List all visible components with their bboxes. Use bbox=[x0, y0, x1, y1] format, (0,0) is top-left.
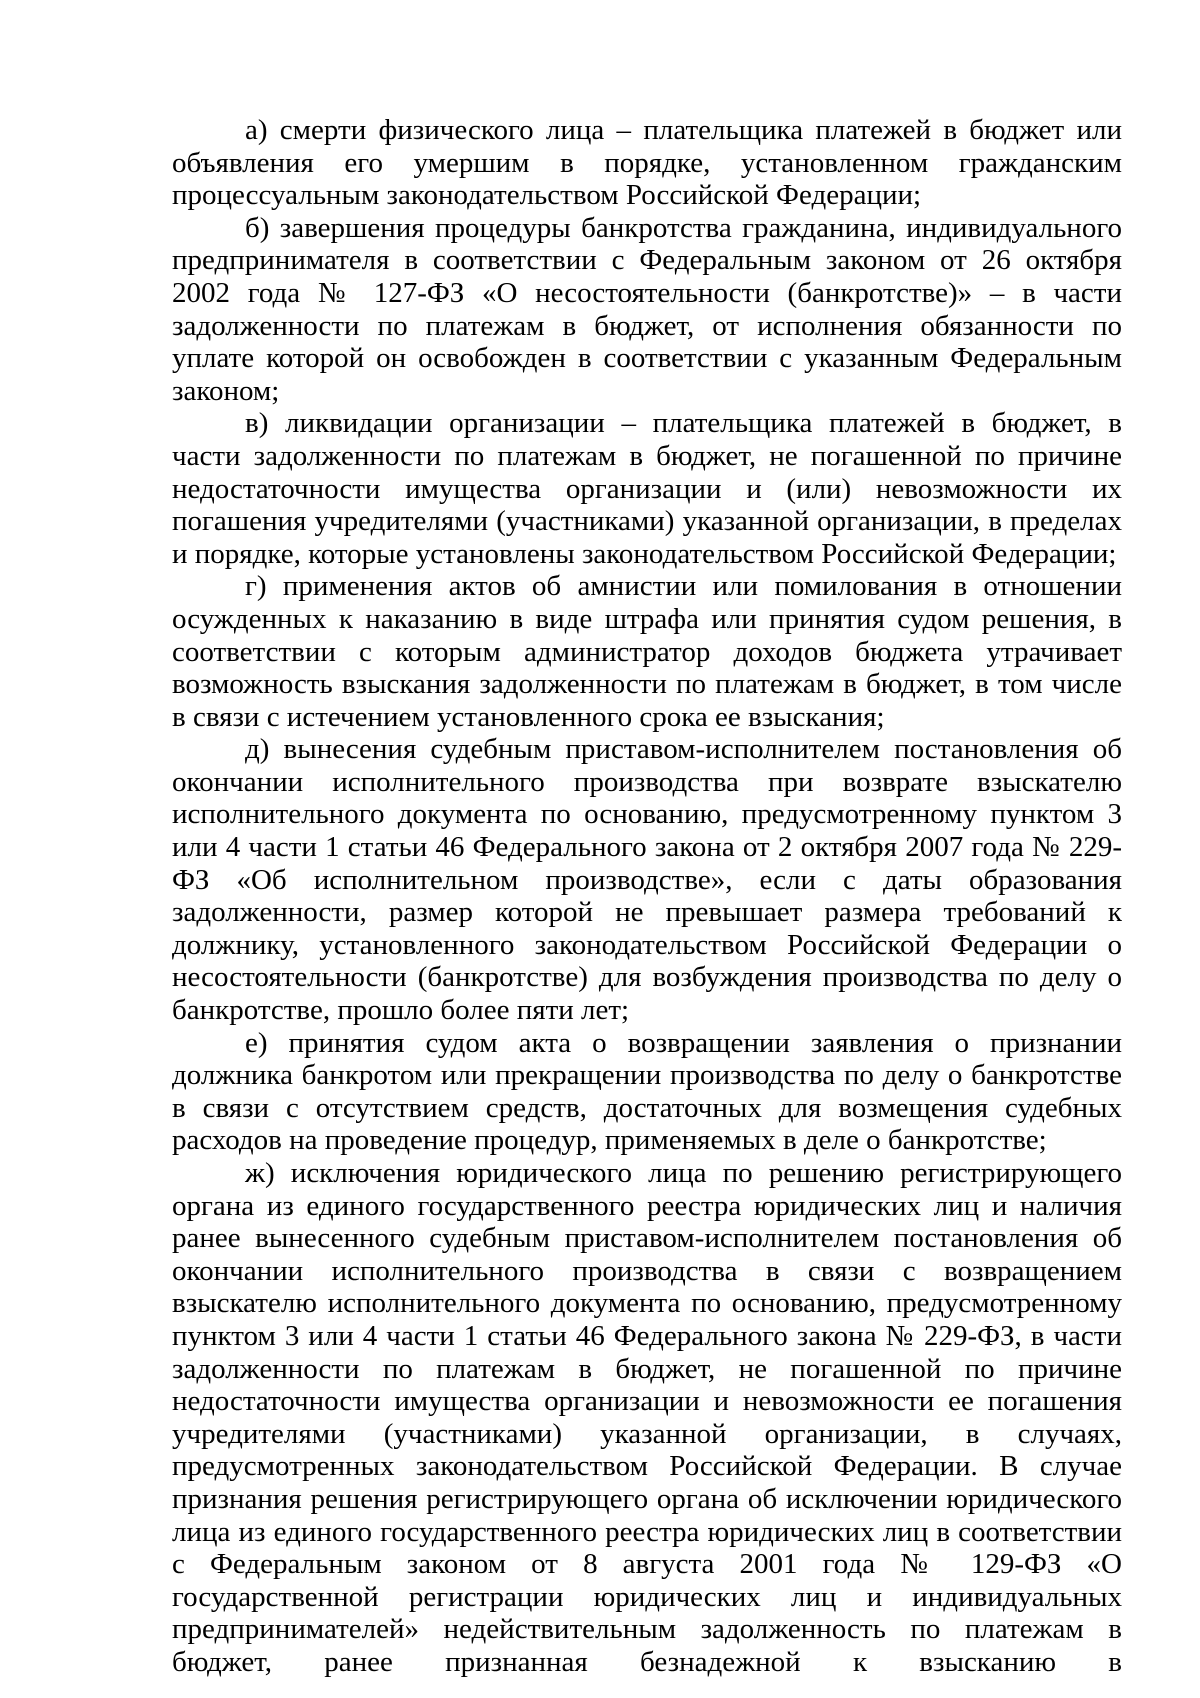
paragraph-e: е) принятия судом акта о возвращении заявления о признании должника банкротом или прекращении производства по делу о банкротстве в связи с отсутствием средств, достаточных для возмещения судебных расходов на проведение процедур, применяемых в деле о банкротстве; bbox=[172, 1026, 1122, 1157]
document-page bbox=[172, 114, 1122, 1679]
paragraph-a: а) смерти физического лица – плательщика платежей в бюджет или объявления его умершим в порядке, установленном гражданским процессуальным законодательством Российской Федерации; bbox=[172, 114, 1122, 212]
paragraph-v: в) ликвидации организации – плательщика платежей в бюджет, в части задолженности по платежам в бюджет, не погашенной по причине недостаточности имущества организации и (или) невозможности их погашения учредителями (участниками) указанной организации, в пределах и порядке, которые установлены законодательством Российской Федерации; bbox=[172, 407, 1122, 570]
paragraph-b: б) завершения процедуры банкротства гражданина, индивидуального предпринимателя в соответствии с Федеральным законом от 26 октября 2002 года № 127-ФЗ «О несостоятельности (банкротстве)» – в части задолженности по платежам в бюджет, от исполнения обязанности по уплате которой он освобожден в соответствии с указанным Федеральным законом; bbox=[172, 211, 1122, 407]
paragraph-d: д) вынесения судебным приставом-исполнителем постановления об окончании исполнительного производства при возврате взыскателю исполнительного документа по основанию, предусмотренному пунктом 3 или 4 части 1 статьи 46 Федерального закона от 2 октября 2007 года № 229-ФЗ «Об исполнительном производстве», если с даты образования задолженности, размер которой не превышает размера требований к должнику, установленного законодательством Российской Федерации о несостоятельности (банкротстве) для возбуждения производства по делу о банкротстве, прошло более пяти лет; bbox=[172, 733, 1122, 1027]
paragraph-g: г) применения актов об амнистии или помилования в отношении осужденных к наказанию в виде штрафа или принятия судом решения, в соответствии с которым администратор доходов бюджета утрачивает возможность взыскания задолженности по платежам в бюджет, в том числе в связи с истечением установленного срока ее взыскания; bbox=[172, 570, 1122, 733]
paragraph-zh: ж) исключения юридического лица по решению регистрирующего органа из единого государственного реестра юридических лиц и наличия ранее вынесенного судебным приставом-исполнителем постановления об окончании исполнительного производства в связи с возвращением взыскателю исполнительного документа по основанию, предусмотренному пунктом 3 или 4 части 1 статьи 46 Федерального закона № 229-ФЗ, в части задолженности по платежам в бюджет, не погашенной по причине недостаточности имущества организации и невозможности ее погашения учредителями (участниками) указанной организации, в случаях, предусмотренных законодательством Российской Федерации. В случае признания решения регистрирующего органа об исключении юридического лица из единого государственного реестра юридических лиц в соответствии с Федеральным законом от 8 августа 2001 года № 129-ФЗ «О государственной регистрации юридических лиц и индивидуальных предпринимателей» недействительным задолженность по платежам в бюджет, ранее признанная безнадежной к взысканию в bbox=[172, 1157, 1122, 1678]
